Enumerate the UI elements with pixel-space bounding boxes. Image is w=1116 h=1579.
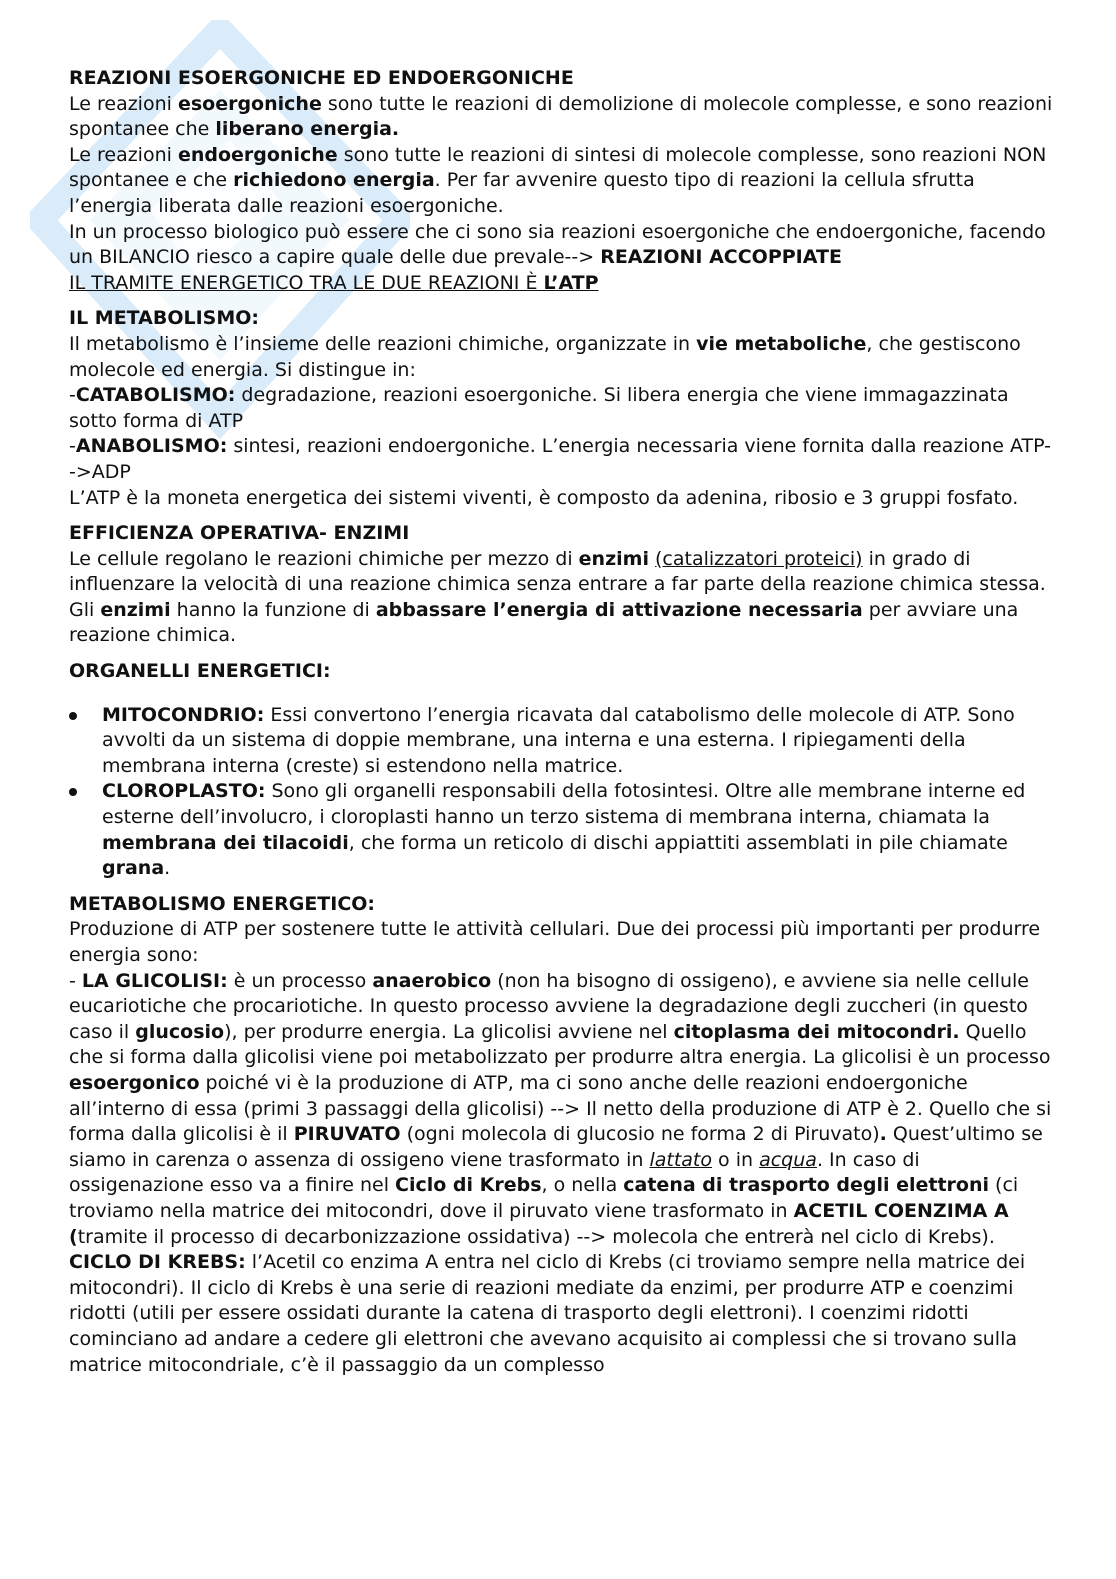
list-item-cloroplasto: CLOROPLASTO: Sono gli organelli responsabili della fotosintesi. Oltre alle membrane interne ed esterne dell’involucro, i cloroplasti hanno un terzo sistema di membrana interna, chiamata la membrana dei tilacoidi, che forma un reticolo di dischi appiattiti assemblati in pile chiamate grana. bbox=[69, 779, 1054, 881]
organelli-list bbox=[69, 703, 1054, 882]
section-title-enzimi: EFFICIENZA OPERATIVA- ENZIMI bbox=[69, 522, 410, 545]
paragraph-tramite-atp: IL TRAMITE ENERGETICO TRA LE DUE REAZIONI È L’ATP bbox=[69, 271, 599, 294]
document-content bbox=[69, 66, 1054, 1378]
section-title-organelli: ORGANELLI ENERGETICI: bbox=[69, 660, 331, 683]
section-title-reazioni: REAZIONI ESOERGONICHE ED ENDOERGONICHE bbox=[69, 67, 574, 89]
paragraph-catabolismo: -CATABOLISMO: degradazione, reazioni esoergoniche. Si libera energia che viene immagazzinata sotto forma di ATP bbox=[69, 384, 1009, 432]
paragraph-metabolismo: Il metabolismo è l’insieme delle reazioni chimiche, organizzate in vie metaboliche, che gestiscono molecole ed energia. Si distingue in: bbox=[69, 332, 1021, 381]
paragraph-atp-moneta: L’ATP è la moneta energetica dei sistemi viventi, è composto da adenina, ribosio e 3 gruppi fosfato. bbox=[69, 486, 1019, 509]
list-item-mitocondrio: MITOCONDRIO: Essi convertono l’energia ricavata dal catabolismo delle molecole di ATP. Sono avvolti da un sistema di doppie membrane, una interna e una esterna. I ripiegamenti della membrana interna (creste) si estendono nella matrice. bbox=[69, 703, 1054, 780]
paragraph-esoergoniche: Le reazioni esoergoniche sono tutte le reazioni di demolizione di molecole complesse, e sono reazioni spontanee che liberano energia. bbox=[69, 92, 1053, 141]
paragraph-ciclo-krebs: CICLO DI KREBS: l’Acetil co enzima A entra nel ciclo di Krebs (ci troviamo sempre nella matrice dei mitocondri). Il ciclo di Krebs è una serie di reazioni mediate da enzimi, per produrre ATP e coenzimi ridotti (utili per essere ossidati durante la catena di trasporto degli elettroni). I coenzimi ridotti cominciano ad andare a cedere gli elettroni che avevano acquisito ai complessi che si trovano sulla matrice mitocondriale, c’è il passaggio da un complesso bbox=[69, 1251, 1026, 1376]
paragraph-glicolisi: - LA GLICOLISI: è un processo anaerobico (non ha bisogno di ossigeno), e avviene sia nelle cellule eucariotiche che procariotiche. In questo processo avviene la degradazione degli zuccheri (in questo caso il glucosio), per produrre energia. La glicolisi avviene nel citoplasma dei mitocondri. Quello che si forma dalla glicolisi viene poi metabolizzato per produrre altra energia. La glicolisi è un processo esoergonico poiché vi è la produzione di ATP, ma ci sono anche delle reazioni endoergoniche all’interno di essa (primi 3 passaggi della glicolisi) --> Il netto della produzione di ATP è 2. Quello che si forma dalla glicolisi è il PIRUVATO (ogni molecola di glucosio ne forma 2 di Piruvato). Quest’ultimo se siamo in carenza o assenza di ossigeno viene trasformato in lattato o in acqua. In caso di ossigenazione esso va a finire nel Ciclo di Krebs, o nella catena di trasporto degli elettroni (ci troviamo nella matrice dei mitocondri, dove il piruvato viene trasformato in ACETIL COENZIMA A (tramite il processo di decarbonizzazione ossidativa) --> molecola che entrerà nel ciclo di Krebs). bbox=[69, 969, 1052, 1248]
section-title-metabolismo-energetico: METABOLISMO ENERGETICO: bbox=[69, 892, 376, 915]
paragraph-anabolismo: -ANABOLISMO: sintesi, reazioni endoergoniche. L’energia necessaria viene fornita dalla reazione ATP-->ADP bbox=[69, 435, 1051, 483]
paragraph-endoergoniche: Le reazioni endoergoniche sono tutte le reazioni di sintesi di molecole complesse, sono reazioni NON spontanee e che richiedono energia. Per far avvenire questo tipo di reazioni la cellula sfrutta l’energia liberata dalle reazioni esoergoniche. bbox=[69, 143, 1047, 217]
paragraph-enzimi: Le cellule regolano le reazioni chimiche per mezzo di enzimi (catalizzatori proteici) in grado di influenzare la velocità di una reazione chimica senza entrare a far parte della reazione chimica stessa. Gli enzimi hanno la funzione di abbassare l’energia di attivazione necessaria per avviare una reazione chimica. bbox=[69, 547, 1046, 647]
section-title-metabolismo: IL METABOLISMO: bbox=[69, 307, 260, 330]
paragraph-produzione-atp: Produzione di ATP per sostenere tutte le attività cellulari. Due dei processi più importanti per produrre energia sono: bbox=[69, 918, 1041, 966]
paragraph-bilancio: In un processo biologico può essere che ci sono sia reazioni esoergoniche che endoergoniche, facendo un BILANCIO riesco a capire quale delle due prevale--> REAZIONI ACCOPPIATE bbox=[69, 220, 1046, 269]
